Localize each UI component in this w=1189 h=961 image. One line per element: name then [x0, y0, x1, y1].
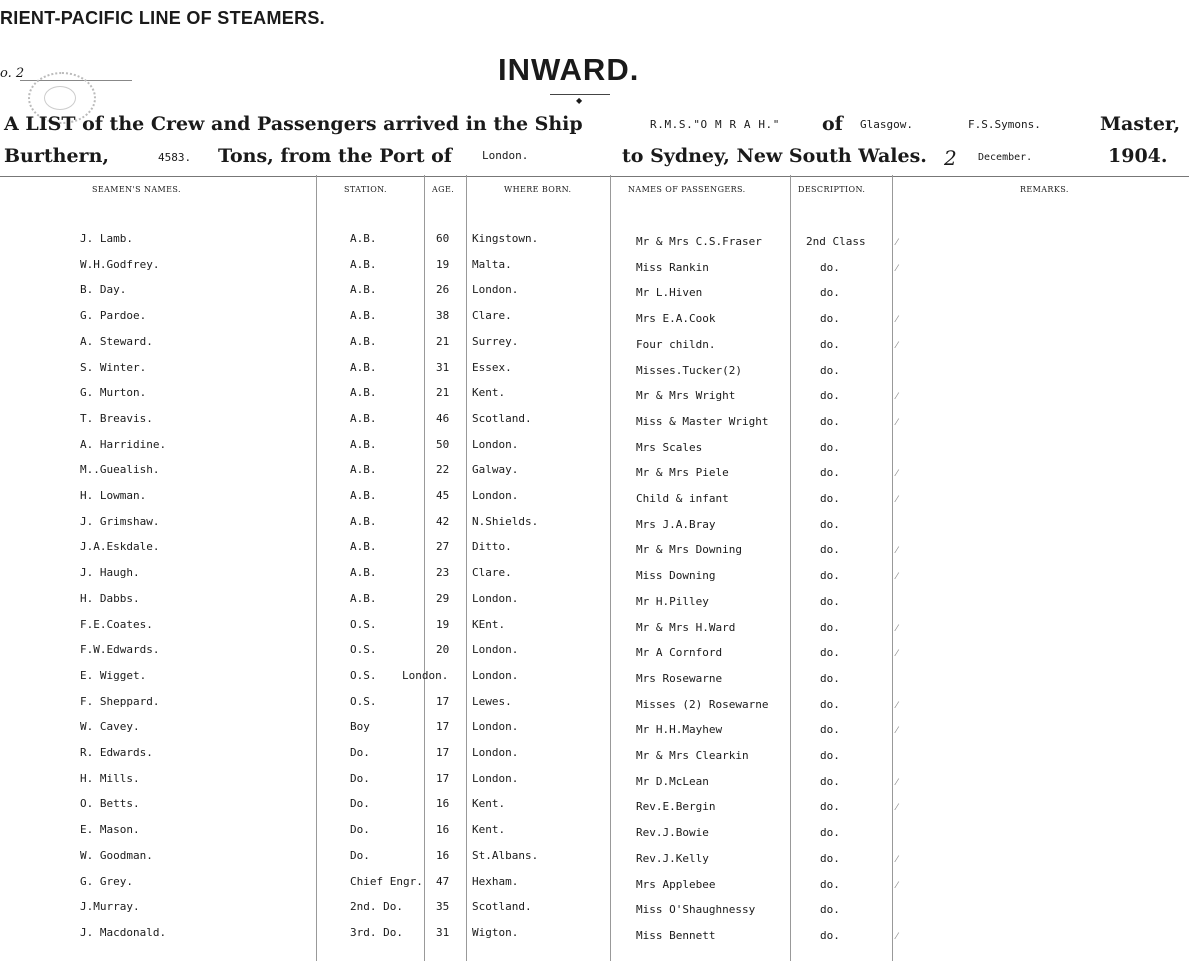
- station: O.S.: [350, 669, 377, 682]
- station: 2nd. Do.: [350, 900, 403, 913]
- pencil-tick-icon: ⁄: [896, 546, 898, 556]
- age: 21: [436, 386, 450, 399]
- birthplace: Scotland.: [472, 412, 532, 425]
- seaman-name: B. Day.: [80, 283, 127, 296]
- age: 19: [436, 618, 450, 631]
- passenger-name: Mrs Applebee: [636, 878, 716, 891]
- seaman-name: T. Breavis.: [80, 412, 153, 425]
- description: do.: [820, 569, 840, 582]
- birthplace: London.: [472, 720, 519, 733]
- station: A.B.: [350, 515, 377, 528]
- seaman-name: W. Goodman.: [80, 849, 153, 862]
- departure-port: London.: [482, 149, 529, 162]
- passenger-name: Four childn.: [636, 338, 716, 351]
- description: do.: [820, 364, 840, 377]
- station: A.B.: [350, 386, 377, 399]
- passenger-name: Mr D.McLean: [636, 775, 709, 788]
- seaman-name: H. Lowman.: [80, 489, 147, 502]
- seaman-name: W.H.Godfrey.: [80, 258, 160, 271]
- seaman-name: J. Grimshaw.: [80, 515, 160, 528]
- age: 29: [436, 592, 450, 605]
- birthplace: Kent.: [472, 823, 506, 836]
- tonnage-value: 4583.: [158, 151, 192, 164]
- passenger-name: Rev.E.Bergin: [636, 800, 716, 813]
- burthen-label: Burthern,: [4, 145, 110, 167]
- age: 27: [436, 540, 450, 553]
- age: London.: [402, 669, 449, 682]
- arrival-year: 1904.: [1108, 145, 1168, 167]
- birthplace: London.: [472, 283, 519, 296]
- description: do.: [820, 441, 840, 454]
- master-label: Master,: [1100, 113, 1181, 135]
- age: 19: [436, 258, 450, 271]
- pencil-tick-icon: ⁄: [896, 881, 898, 891]
- birthplace: Kent.: [472, 386, 506, 399]
- pencil-tick-icon: ⁄: [896, 726, 898, 736]
- column-header-description: DESCRIPTION.: [798, 185, 866, 194]
- birthplace: London.: [472, 438, 519, 451]
- seaman-name: F.E.Coates.: [80, 618, 153, 631]
- birthplace: Wigton.: [472, 926, 519, 939]
- passenger-name: Mrs J.A.Bray: [636, 518, 716, 531]
- shipping-line-name: RIENT-PACIFIC LINE OF STEAMERS.: [0, 8, 325, 28]
- age: 17: [436, 695, 450, 708]
- birthplace: Lewes.: [472, 695, 512, 708]
- seaman-name: O. Betts.: [80, 797, 140, 810]
- station: Do.: [350, 823, 370, 836]
- column-header-age: AGE.: [432, 185, 455, 194]
- description: do.: [820, 389, 840, 402]
- description: do.: [820, 338, 840, 351]
- station: Do.: [350, 849, 370, 862]
- station: Do.: [350, 797, 370, 810]
- seaman-name: E. Wigget.: [80, 669, 147, 682]
- pencil-tick-icon: ⁄: [896, 469, 898, 479]
- birthplace: Galway.: [472, 463, 519, 476]
- description: do.: [820, 672, 840, 685]
- pencil-tick-icon: ⁄: [896, 855, 898, 865]
- column-header-remarks: REMARKS.: [1020, 185, 1069, 194]
- seaman-name: J. Macdonald.: [80, 926, 167, 939]
- description: do.: [820, 646, 840, 659]
- birthplace: Ditto.: [472, 540, 512, 553]
- description: do.: [820, 595, 840, 608]
- pencil-tick-icon: ⁄: [896, 572, 898, 582]
- passenger-name: Mr & Mrs Wright: [636, 389, 736, 402]
- description: do.: [820, 826, 840, 839]
- seaman-name: A. Harridine.: [80, 438, 167, 451]
- birthplace: Kingstown.: [472, 232, 539, 245]
- pencil-tick-icon: ⁄: [896, 624, 898, 634]
- age: 42: [436, 515, 450, 528]
- port-of-registry: Glasgow.: [860, 118, 913, 131]
- passenger-name: Mrs Scales: [636, 441, 703, 454]
- description: do.: [820, 261, 840, 274]
- pencil-tick-icon: ⁄: [896, 341, 898, 351]
- seaman-name: M..Guealish.: [80, 463, 160, 476]
- title-ornament-diamond-icon: ◆: [576, 96, 583, 105]
- passenger-name: Mr H.H.Mayhew: [636, 723, 723, 736]
- birthplace: London.: [472, 643, 519, 656]
- passenger-name: Misses.Tucker(2): [636, 364, 742, 377]
- station: A.B.: [350, 592, 377, 605]
- pencil-tick-icon: ⁄: [896, 238, 898, 248]
- seaman-name: J. Haugh.: [80, 566, 140, 579]
- seaman-name: F.W.Edwards.: [80, 643, 160, 656]
- passenger-name: Miss Downing: [636, 569, 716, 582]
- station: A.B.: [350, 232, 377, 245]
- passenger-name: Mr & Mrs H.Ward: [636, 621, 736, 634]
- age: 46: [436, 412, 450, 425]
- birthplace: Malta.: [472, 258, 512, 271]
- pencil-tick-icon: ⁄: [896, 932, 898, 942]
- birthplace: Kent.: [472, 797, 506, 810]
- description: do.: [820, 903, 840, 916]
- passenger-name: Mr H.Pilley: [636, 595, 709, 608]
- passenger-name: Mr & Mrs Clearkin: [636, 749, 749, 762]
- description: do.: [820, 286, 840, 299]
- description: do.: [820, 621, 840, 634]
- station: A.B.: [350, 283, 377, 296]
- pencil-tick-icon: ⁄: [896, 778, 898, 788]
- birthplace: Surrey.: [472, 335, 519, 348]
- station: A.B.: [350, 566, 377, 579]
- station: Chief Engr.: [350, 875, 423, 888]
- birthplace: Clare.: [472, 309, 512, 322]
- column-header-station: STATION.: [344, 185, 388, 194]
- age: 45: [436, 489, 450, 502]
- station: Do.: [350, 772, 370, 785]
- age: 23: [436, 566, 450, 579]
- age: 17: [436, 772, 450, 785]
- passenger-name: Mr & Mrs C.S.Fraser: [636, 235, 762, 248]
- birthplace: London.: [472, 592, 519, 605]
- station: A.B.: [350, 489, 377, 502]
- birthplace: Clare.: [472, 566, 512, 579]
- station: A.B.: [350, 540, 377, 553]
- passenger-name: Mr A Cornford: [636, 646, 723, 659]
- master-name: F.S.Symons.: [968, 118, 1041, 131]
- age: 35: [436, 900, 450, 913]
- column-header-seamen: SEAMEN'S NAMES.: [92, 185, 181, 194]
- age: 17: [436, 720, 450, 733]
- passenger-name: Rev.J.Kelly: [636, 852, 709, 865]
- destination-label: to Sydney, New South Wales.: [622, 145, 927, 167]
- passenger-name: Misses (2) Rosewarne: [636, 698, 769, 711]
- description: do.: [820, 415, 840, 428]
- birthplace: N.Shields.: [472, 515, 539, 528]
- pencil-tick-icon: ⁄: [896, 392, 898, 402]
- of-label: of: [822, 113, 843, 135]
- page-title: INWARD.: [498, 52, 640, 87]
- passenger-name: Miss Bennett: [636, 929, 716, 942]
- birthplace: London.: [472, 669, 519, 682]
- station: A.B.: [350, 335, 377, 348]
- birthplace: London.: [472, 746, 519, 759]
- age: 38: [436, 309, 450, 322]
- age: 47: [436, 875, 450, 888]
- seaman-name: G. Grey.: [80, 875, 133, 888]
- tons-from-label: Tons, from the Port of: [218, 145, 452, 167]
- station: Do.: [350, 746, 370, 759]
- arrival-month: December.: [978, 152, 1033, 163]
- station: A.B.: [350, 361, 377, 374]
- ship-name: R.M.S."O M R A H.": [650, 118, 781, 131]
- description: 2nd Class: [806, 235, 866, 248]
- passenger-name: Miss Rankin: [636, 261, 709, 274]
- form-number: o. 2: [0, 66, 25, 81]
- station: 3rd. Do.: [350, 926, 403, 939]
- description: do.: [820, 852, 840, 865]
- station: Boy: [350, 720, 370, 733]
- age: 50: [436, 438, 450, 451]
- station: A.B.: [350, 463, 377, 476]
- seaman-name: A. Steward.: [80, 335, 153, 348]
- seaman-name: J.A.Eskdale.: [80, 540, 160, 553]
- description: do.: [820, 929, 840, 942]
- seaman-name: E. Mason.: [80, 823, 140, 836]
- column-header-passengers: NAMES OF PASSENGERS.: [628, 185, 746, 194]
- age: 16: [436, 823, 450, 836]
- arrival-day: 2: [944, 146, 957, 170]
- station: A.B.: [350, 258, 377, 271]
- age: 60: [436, 232, 450, 245]
- description: do.: [820, 878, 840, 891]
- seaman-name: G. Pardoe.: [80, 309, 147, 322]
- age: 31: [436, 361, 450, 374]
- age: 20: [436, 643, 450, 656]
- column-header-born: WHERE BORN.: [504, 185, 572, 194]
- birthplace: Scotland.: [472, 900, 532, 913]
- station: O.S.: [350, 695, 377, 708]
- age: 16: [436, 797, 450, 810]
- passenger-name: Rev.J.Bowie: [636, 826, 709, 839]
- passenger-name: Mrs Rosewarne: [636, 672, 723, 685]
- age: 17: [436, 746, 450, 759]
- birthplace: KEnt.: [472, 618, 506, 631]
- seaman-name: H. Mills.: [80, 772, 140, 785]
- description: do.: [820, 775, 840, 788]
- pencil-tick-icon: ⁄: [896, 803, 898, 813]
- description: do.: [820, 749, 840, 762]
- station: A.B.: [350, 309, 377, 322]
- seaman-name: S. Winter.: [80, 361, 147, 374]
- age: 16: [436, 849, 450, 862]
- description: do.: [820, 723, 840, 736]
- description: do.: [820, 492, 840, 505]
- age: 21: [436, 335, 450, 348]
- station: A.B.: [350, 412, 377, 425]
- pencil-tick-icon: ⁄: [896, 649, 898, 659]
- passenger-name: Mr & Mrs Piele: [636, 466, 729, 479]
- description: do.: [820, 518, 840, 531]
- description: do.: [820, 312, 840, 325]
- passenger-name: Miss & Master Wright: [636, 415, 769, 428]
- list-heading: A LIST of the Crew and Passengers arrived in the Ship: [4, 113, 583, 135]
- description: do.: [820, 698, 840, 711]
- seaman-name: J. Lamb.: [80, 232, 133, 245]
- passenger-name: Miss O'Shaughnessy: [636, 903, 756, 916]
- birthplace: Essex.: [472, 361, 512, 374]
- pencil-tick-icon: ⁄: [896, 701, 898, 711]
- age: 31: [436, 926, 450, 939]
- passenger-name: Mr & Mrs Downing: [636, 543, 742, 556]
- pencil-tick-icon: ⁄: [896, 315, 898, 325]
- station: O.S.: [350, 643, 377, 656]
- station: O.S.: [350, 618, 377, 631]
- description: do.: [820, 466, 840, 479]
- age: 26: [436, 283, 450, 296]
- passenger-name: Mrs E.A.Cook: [636, 312, 716, 325]
- description: do.: [820, 800, 840, 813]
- pencil-tick-icon: ⁄: [896, 418, 898, 428]
- pencil-tick-icon: ⁄: [896, 264, 898, 274]
- seaman-name: G. Murton.: [80, 386, 147, 399]
- age: 22: [436, 463, 450, 476]
- passenger-name: Mr L.Hiven: [636, 286, 703, 299]
- birthplace: London.: [472, 489, 519, 502]
- birthplace: London.: [472, 772, 519, 785]
- station: A.B.: [350, 438, 377, 451]
- seaman-name: W. Cavey.: [80, 720, 140, 733]
- seaman-name: R. Edwards.: [80, 746, 153, 759]
- description: do.: [820, 543, 840, 556]
- seaman-name: J.Murray.: [80, 900, 140, 913]
- passenger-name: Child & infant: [636, 492, 729, 505]
- seaman-name: F. Sheppard.: [80, 695, 160, 708]
- birthplace: Hexham.: [472, 875, 519, 888]
- seaman-name: H. Dabbs.: [80, 592, 140, 605]
- pencil-tick-icon: ⁄: [896, 495, 898, 505]
- birthplace: St.Albans.: [472, 849, 539, 862]
